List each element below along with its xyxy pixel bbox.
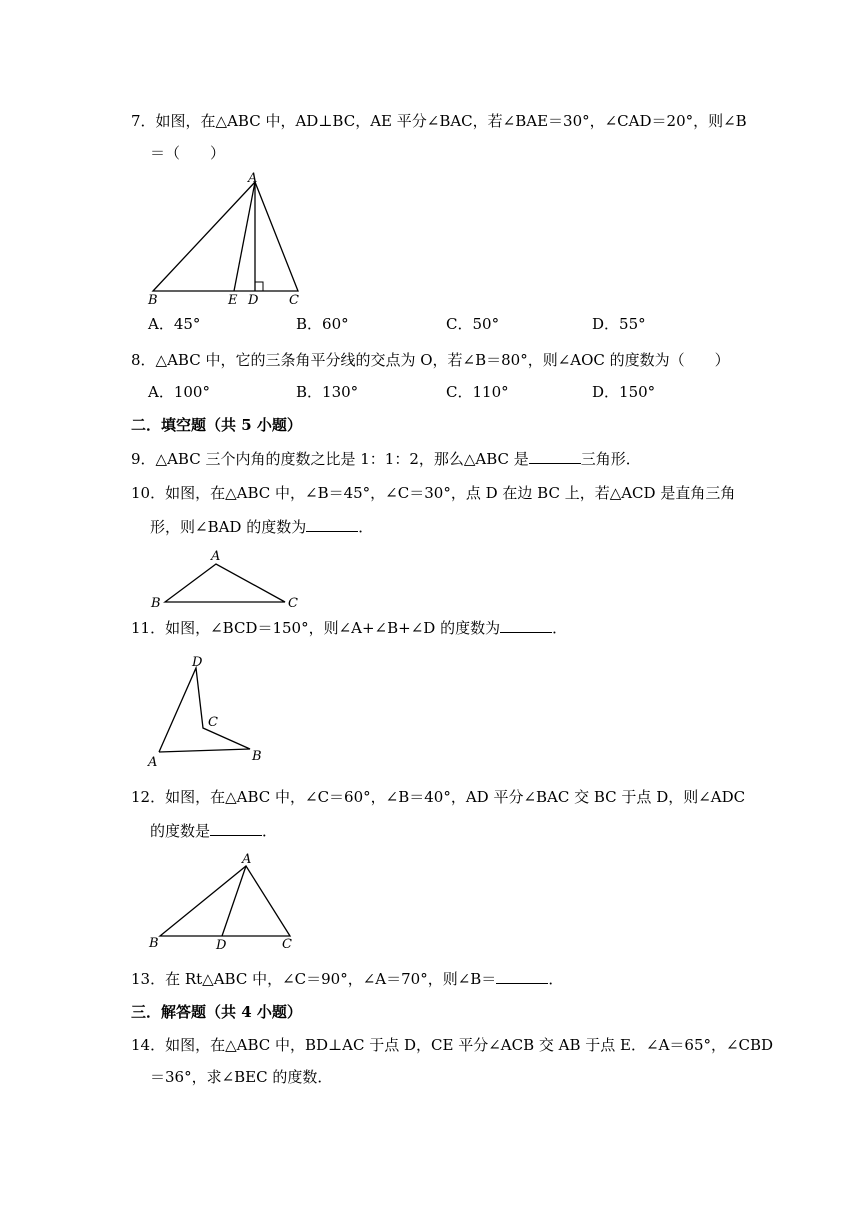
q10-label-c: C (288, 596, 298, 611)
q7-label-b: B (148, 293, 158, 308)
q8-choice-d: D．150° (592, 383, 656, 401)
q13-text-after: ． (548, 970, 564, 988)
q12-figure (145, 848, 305, 952)
q9-answer-blank (529, 449, 581, 464)
section-solve-heading: 三．解答题（共 4 小题） (131, 1003, 302, 1021)
q8-choice-c: C．110° (446, 383, 509, 401)
q13-text (131, 969, 563, 989)
q12-answer-blank (210, 821, 262, 836)
q9-text (131, 449, 641, 469)
q13-answer-blank (496, 969, 548, 984)
q8-choice-a: A．100° (148, 383, 210, 401)
q8-choice-b: B．130° (296, 383, 359, 401)
q11-label-a: A (148, 755, 158, 770)
q7-choice-c: C．50° (446, 315, 500, 333)
q7-figure (140, 168, 320, 310)
q12-text-line2 (150, 821, 277, 841)
q14-text-line1: 14．如图，在△ABC 中，BD⊥AC 于点 D，CE 平分∠ACB 交 AB 于点 E．∠A＝65°，∠CBD (131, 1036, 774, 1054)
q11-figure (140, 650, 275, 772)
q7-label-c: C (289, 293, 299, 308)
q7-text-line2: ＝（ ） (150, 144, 226, 162)
q12-label-d: D (216, 938, 227, 952)
q10-label-a: A (211, 549, 221, 564)
q12-label-c: C (282, 937, 292, 952)
q11-text (131, 618, 567, 638)
q10-label-b: B (151, 596, 161, 611)
q7-label-a: A (248, 171, 258, 186)
q10-text-after: ． (358, 518, 374, 536)
q10-text-line1: 10．如图，在△ABC 中，∠B＝45°，∠C＝30°，点 D 在边 BC 上，若△ACD 是直角三角 (131, 484, 736, 502)
q9-text-before: 9．△ABC 三个内角的度数之比是 1：1：2，那么△ABC 是 (131, 450, 529, 468)
q11-answer-blank (500, 618, 552, 633)
q10-text-line2 (150, 517, 373, 537)
q12-label-a: A (242, 852, 252, 867)
q9-text-after: 三角形． (580, 450, 641, 468)
q7-choice-d: D．55° (592, 315, 646, 333)
q7-label-e: E (228, 293, 238, 308)
section-fill-in-heading: 二．填空题（共 5 小题） (131, 416, 302, 434)
q11-label-d: D (192, 655, 203, 670)
q7-text-line1: 7．如图，在△ABC 中，AD⊥BC，AE 平分∠BAC，若∠BAE＝30°，∠CAD＝20°，则∠B (131, 112, 747, 130)
q7-choice-a: A．45° (148, 315, 201, 333)
q10-figure (145, 545, 310, 611)
q14-text-line2: ＝36°，求∠BEC 的度数． (150, 1068, 333, 1086)
q11-label-b: B (252, 749, 262, 764)
q12-text-after: ． (262, 822, 278, 840)
q11-label-c: C (208, 715, 218, 730)
q12-label-b: B (149, 936, 159, 951)
q11-text-before: 11．如图，∠BCD＝150°，则∠A+∠B+∠D 的度数为 (131, 619, 501, 637)
q10-text-before: 形，则∠BAD 的度数为 (150, 518, 307, 536)
q7-choice-b: B．60° (296, 315, 349, 333)
q12-text-before: 的度数是 (150, 822, 211, 840)
q13-text-before: 13．在 Rt△ABC 中，∠C＝90°，∠A＝70°，则∠B＝ (131, 970, 497, 988)
q8-text-line1: 8．△ABC 中，它的三条角平分线的交点为 O，若∠B＝80°，则∠AOC 的度数为（ ） (131, 351, 730, 369)
q12-text-line1: 12．如图，在△ABC 中，∠C＝60°，∠B＝40°，AD 平分∠BAC 交 BC 于点 D，则∠ADC (131, 788, 746, 806)
q11-text-after: ． (552, 619, 568, 637)
q10-answer-blank (306, 517, 358, 532)
q7-label-d: D (248, 293, 259, 308)
